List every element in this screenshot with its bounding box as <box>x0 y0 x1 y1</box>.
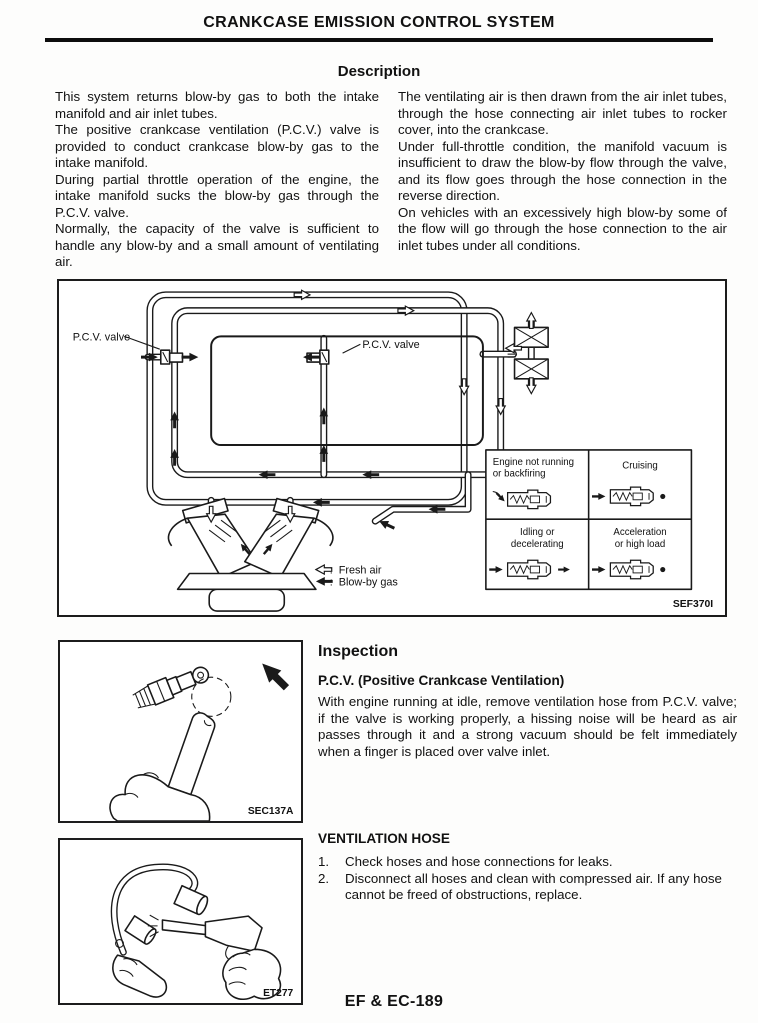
inset-q4-label: Acceleration <box>613 526 667 538</box>
list-text: Disconnect all hoses and clean with compressed air. If any hose cannot be freed of obstructions, replace. <box>345 870 722 903</box>
pcv-valve-state-icon <box>508 560 551 578</box>
paragraph: This system returns blow-by gas to both the intake manifold and air inlet tubes. <box>55 89 379 121</box>
page-title: CRANKCASE EMISSION CONTROL SYSTEM <box>203 14 555 31</box>
fresh-air-flow-arrows <box>207 290 506 522</box>
figure-ref-code: ET277 <box>263 988 294 1000</box>
hose-cleaning-figure <box>58 838 303 1005</box>
pcv-valve-state-icon <box>610 487 653 505</box>
intake-plenum-outline <box>211 336 483 445</box>
hose-loop-inner <box>175 311 501 475</box>
list-item <box>318 854 737 871</box>
finger-over-valve-illustration <box>60 642 301 821</box>
list-number: 1. <box>318 854 330 869</box>
paragraph: On vehicles with an excessively high blow-by some of the flow will go through the hose connection to the air inlet tubes under all conditions. <box>398 204 727 253</box>
inset-q3-label: Idling or <box>520 526 555 538</box>
description-left-column <box>55 89 379 271</box>
svg-text:decelerating: decelerating <box>510 538 564 550</box>
pcv-valve-right-label: P.C.V. valve <box>362 339 420 352</box>
pcv-valve-state-icon <box>610 560 653 578</box>
paragraph: Normally, the capacity of the valve is sufficient to handle any blow-by and a small amount of ventilating air. <box>55 221 379 269</box>
title-rule <box>45 38 713 42</box>
page-number: EF & EC-189 <box>344 993 444 1010</box>
hand-drawing <box>110 713 215 821</box>
paragraph: Under full-throttle condition, the manifold vacuum is insufficient to draw the blow-by flow through the valve, and its flow goes through the hose connection in the reverse direction. <box>398 138 727 203</box>
list-item <box>318 871 737 904</box>
pointer-arrow-icon <box>256 657 292 693</box>
compressed-air-hose-illustration <box>60 840 301 1003</box>
pcv-valve-state-icon <box>508 490 551 508</box>
paragraph: During partial throttle operation of the engine, the intake manifold sucks the blow-by gas through the P.C.V. valve. <box>55 171 379 220</box>
svg-text:or high load: or high load <box>614 538 666 550</box>
pcv-check-figure <box>58 640 303 823</box>
pcv-right-leader-line <box>343 344 361 353</box>
list-number: 2. <box>318 870 330 886</box>
pcv-valve-left-label: P.C.V. valve <box>72 331 131 344</box>
inspection-heading: Inspection <box>318 643 399 660</box>
figure-ref-code: SEC137A <box>247 806 294 818</box>
svg-text::Fresh air: : Fresh air <box>329 564 382 577</box>
paragraph: The positive crankcase ventilation (P.C.V.) valve is provided to conduct crankcase blow-by gas to the intake manifold. <box>55 122 379 170</box>
inset-q2-label: Cruising <box>622 460 658 472</box>
description-heading: Description <box>337 63 421 80</box>
figure-ref-code: SEF370I <box>672 599 714 611</box>
svg-text::Blow-by gas: : Blow-by gas <box>329 576 398 589</box>
hose-drawing <box>114 867 210 952</box>
pcv-valve-drawing <box>131 662 212 711</box>
valve-state-inset <box>486 450 692 589</box>
list-text: Check hoses and hose connections for leaks. <box>345 854 613 869</box>
diagram-legend <box>316 564 399 588</box>
paragraph: The ventilating air is then drawn from the air inlet tubes, through the hose connecting air inlet tubes to rocker cover, into the crankcase. <box>398 89 727 137</box>
ventilation-hose-heading: VENTILATION HOSE <box>318 831 450 846</box>
ventilation-hose-steps <box>318 854 737 904</box>
hose-end-fitting <box>125 916 158 946</box>
svg-text:or backfiring: or backfiring <box>492 468 546 480</box>
inset-q1-label: Engine not running <box>492 456 574 468</box>
inspection-body: With engine running at idle, remove ventilation hose from P.C.V. valve; if the valve is working properly, a hissing noise will be heard as air passes through it and a strong vacuum should be felt immediately when a finger is placed over valve inlet. <box>318 694 737 759</box>
description-right-column <box>398 89 727 254</box>
engine-cross-section <box>169 499 333 611</box>
pcv-flow-diagram <box>59 281 725 615</box>
pcv-system-figure <box>57 279 727 617</box>
pcv-subheading: P.C.V. (Positive Crankcase Ventilation) <box>318 673 565 688</box>
